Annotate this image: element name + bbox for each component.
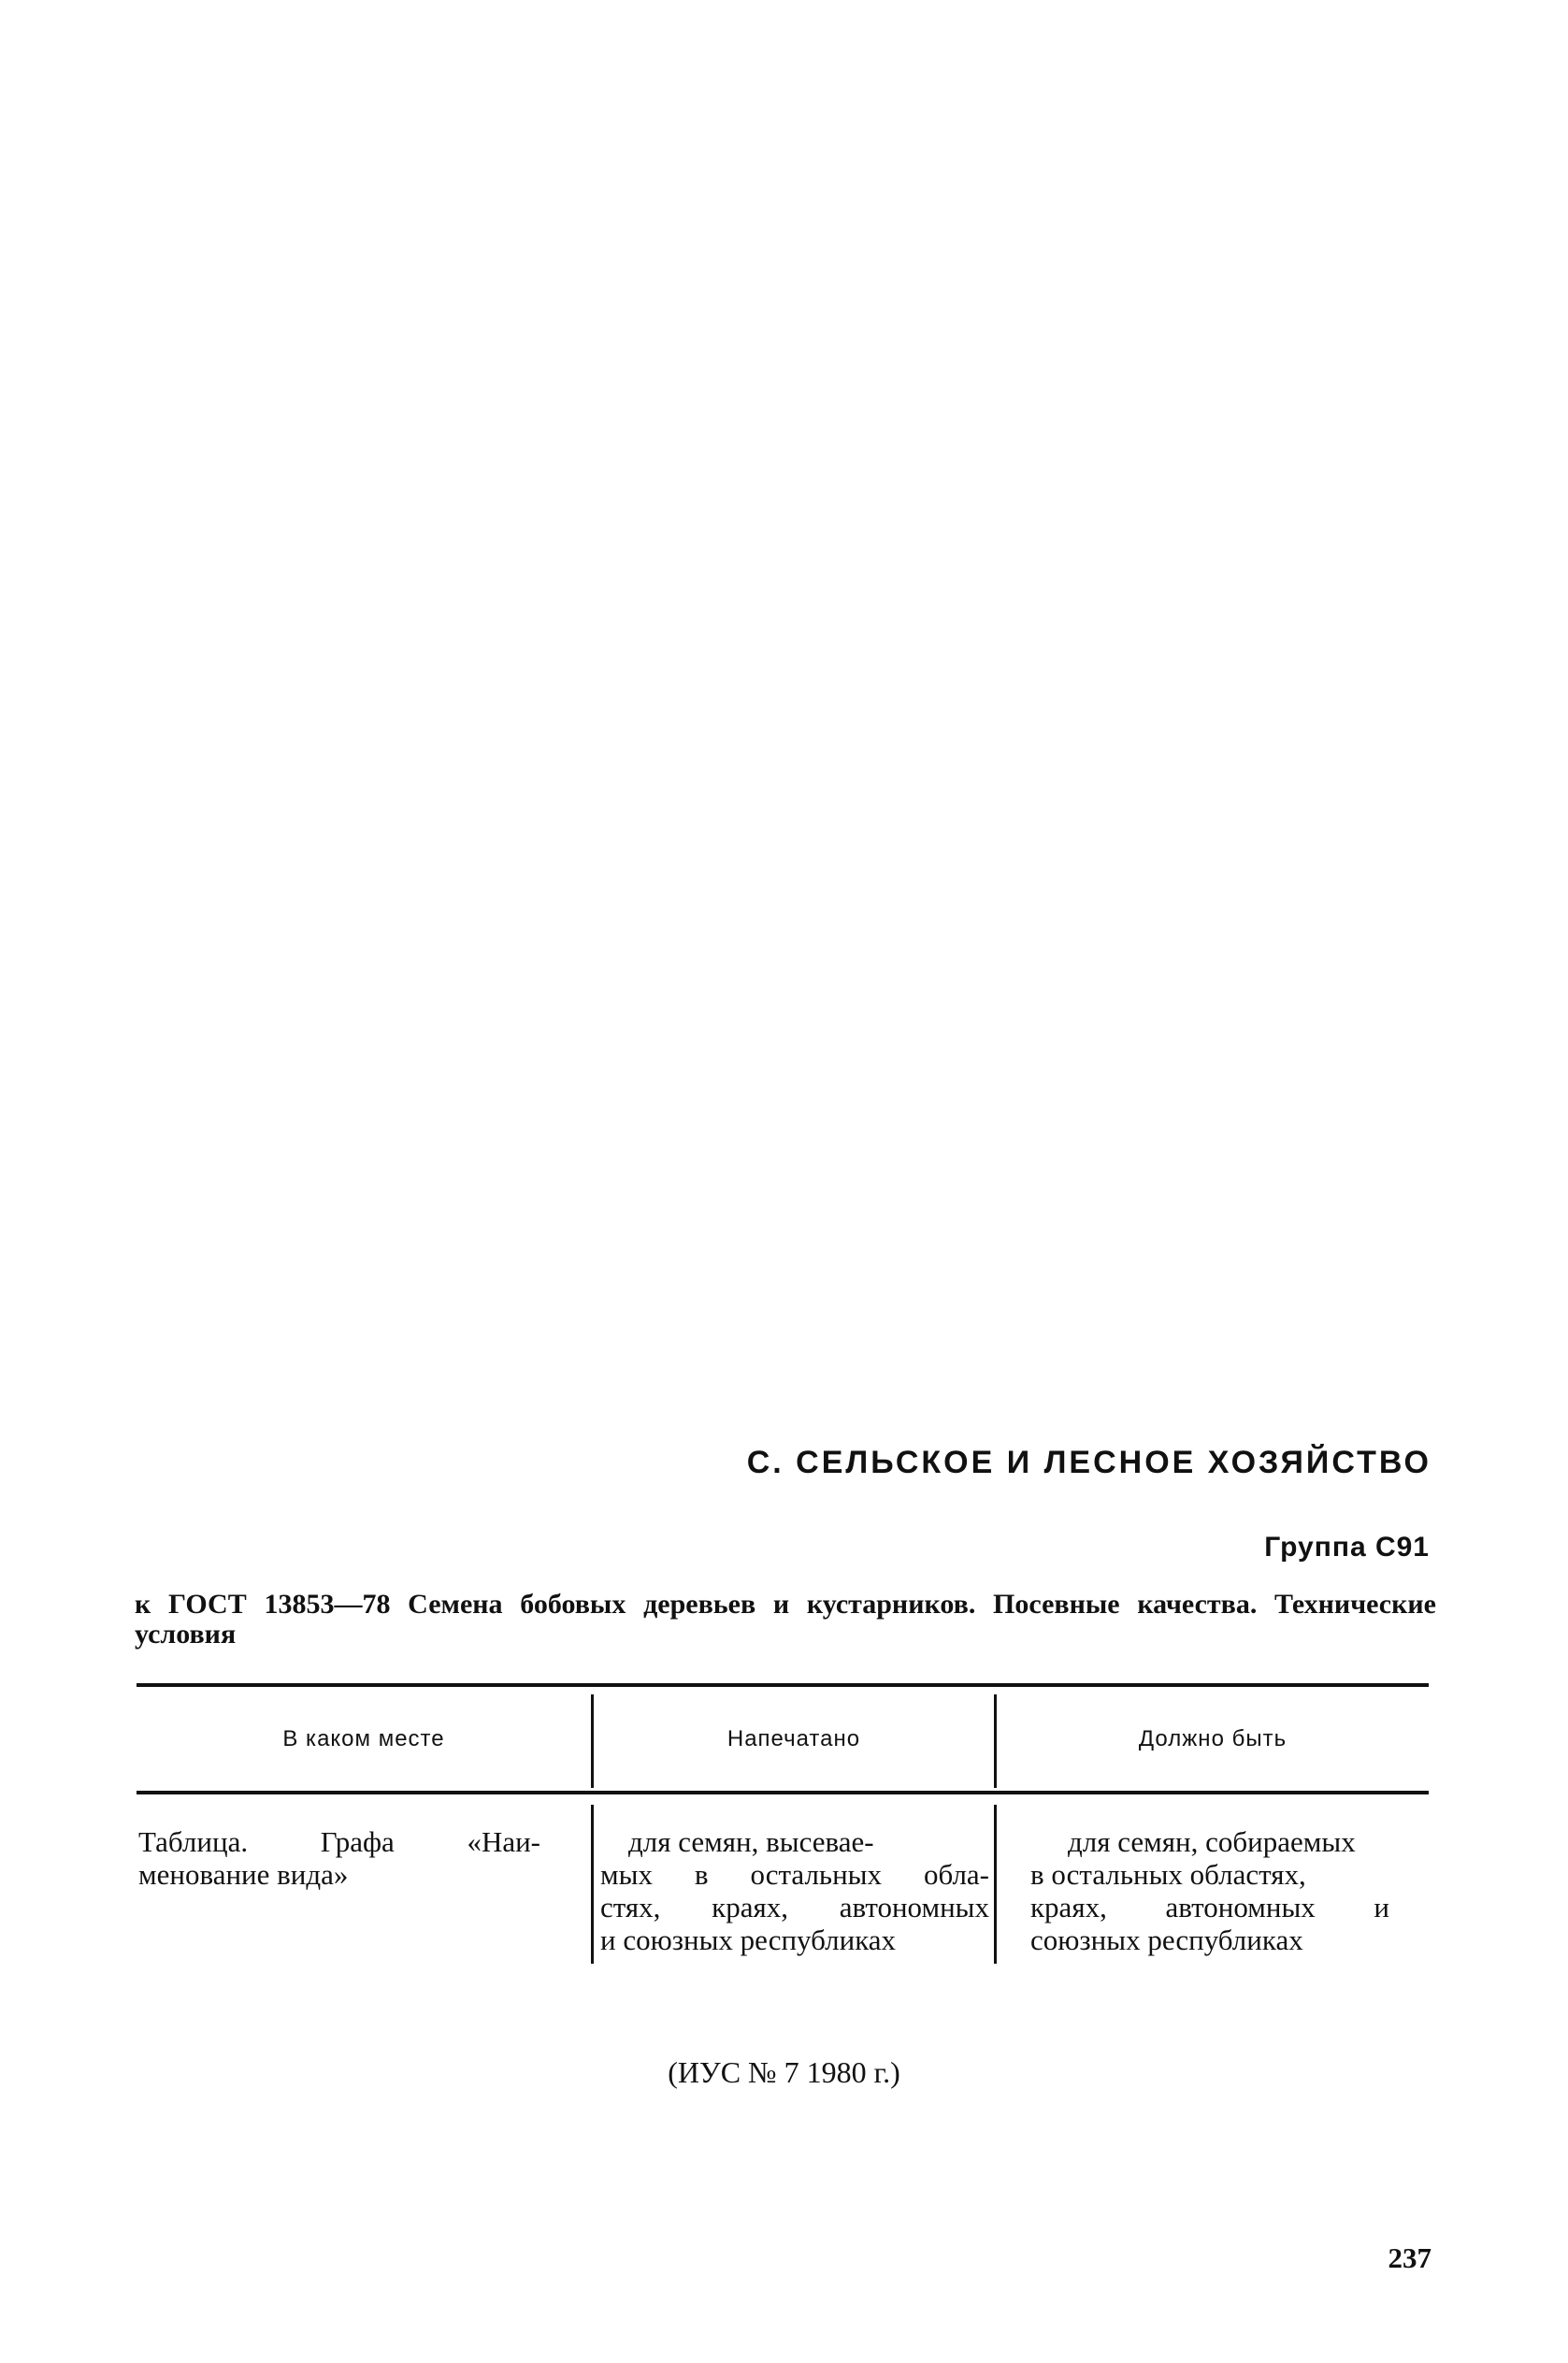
cell-line: стях, краях, автономных — [600, 1891, 989, 1924]
page-number: 237 — [1388, 2241, 1431, 2274]
table-top-rule — [137, 1683, 1429, 1687]
cell-line: и союзных республиках — [600, 1924, 897, 1956]
cell-line: для семян, высевае- — [628, 1825, 874, 1858]
cell-where — [138, 1825, 540, 1891]
document-title: к ГОСТ 13853—78 Семена бобовых деревьев и кустарников. Посевные качества. Технические условия — [135, 1589, 1436, 1650]
table-header-where: В каком месте — [282, 1726, 445, 1751]
source-note: (ИУС № 7 1980 г.) — [668, 2055, 900, 2089]
table-header-rule — [137, 1791, 1429, 1794]
column-divider-body-1 — [591, 1805, 594, 1964]
group-label: Группа С91 — [1264, 1532, 1430, 1563]
cell-line: союзных республиках — [1030, 1924, 1303, 1956]
cell-printed — [600, 1825, 989, 1956]
cell-line: для семян, собираемых — [1068, 1825, 1356, 1858]
cell-line: мых в остальных обла- — [600, 1858, 989, 1891]
table-header-printed: Напечатано — [726, 1726, 861, 1751]
cell-line: в остальных областях, — [1030, 1858, 1306, 1891]
cell-line: менование вида» — [138, 1858, 349, 1891]
section-heading: С. СЕЛЬСКОЕ И ЛЕСНОЕ ХОЗЯЙСТВО — [746, 1445, 1431, 1480]
cell-should-be — [1030, 1825, 1431, 1956]
cell-line: краях, автономных и — [1030, 1891, 1389, 1924]
cell-line: Таблица. Графа «Наи- — [138, 1825, 540, 1858]
table-header-should-be: Должно быть — [1138, 1726, 1287, 1751]
column-divider-body-2 — [994, 1805, 997, 1964]
